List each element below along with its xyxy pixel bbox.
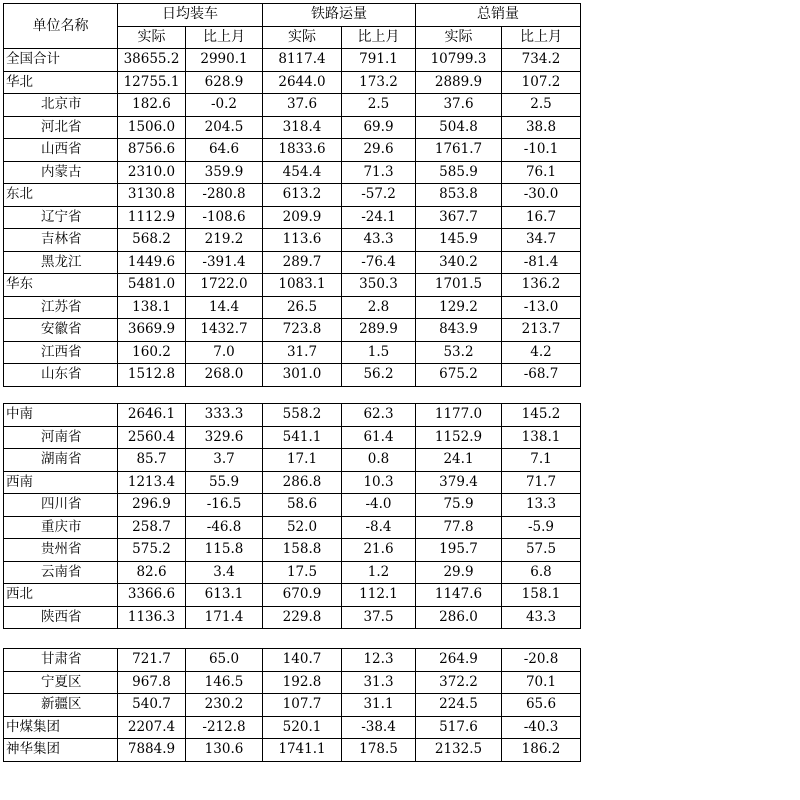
actual-value-cell: 670.9 — [263, 584, 342, 607]
actual-value-cell: 585.9 — [416, 161, 502, 184]
unit-name-cell: 江西省 — [4, 341, 118, 364]
unit-name-cell: 东北 — [4, 184, 118, 207]
actual-value-cell: 264.9 — [416, 649, 502, 672]
subheader-vs-last-month: 比上月 — [502, 26, 581, 49]
actual-value-cell: 372.2 — [416, 671, 502, 694]
actual-value-cell: 31.7 — [263, 341, 342, 364]
rail-volume-header: 铁路运量 — [263, 4, 416, 27]
total-sales-header: 总销量 — [416, 4, 581, 27]
vs-last-month-cell: 55.9 — [186, 471, 263, 494]
coal-stats-table-part-1 — [3, 3, 581, 387]
coal-stats-table-part-3 — [3, 648, 581, 762]
vs-last-month-cell: 115.8 — [186, 539, 263, 562]
vs-last-month-cell: 138.1 — [502, 426, 581, 449]
actual-value-cell: 540.7 — [118, 694, 186, 717]
vs-last-month-cell: 70.1 — [502, 671, 581, 694]
actual-value-cell: 504.8 — [416, 116, 502, 139]
actual-value-cell: 1833.6 — [263, 139, 342, 162]
actual-value-cell: 1147.6 — [416, 584, 502, 607]
vs-last-month-cell: 3.7 — [186, 449, 263, 472]
vs-last-month-cell: 31.3 — [342, 671, 416, 694]
subheader-actual: 实际 — [263, 26, 342, 49]
vs-last-month-cell: -81.4 — [502, 251, 581, 274]
actual-value-cell: 17.5 — [263, 561, 342, 584]
actual-value-cell: 58.6 — [263, 494, 342, 517]
actual-value-cell: 8756.6 — [118, 139, 186, 162]
actual-value-cell: 85.7 — [118, 449, 186, 472]
vs-last-month-cell: -40.3 — [502, 716, 581, 739]
actual-value-cell: 2310.0 — [118, 161, 186, 184]
table-row — [4, 561, 581, 584]
table-row — [4, 274, 581, 297]
actual-value-cell: 1136.3 — [118, 606, 186, 629]
vs-last-month-cell: -280.8 — [186, 184, 263, 207]
table-row — [4, 94, 581, 117]
vs-last-month-cell: 43.3 — [502, 606, 581, 629]
vs-last-month-cell: -10.1 — [502, 139, 581, 162]
actual-value-cell: 5481.0 — [118, 274, 186, 297]
vs-last-month-cell: 43.3 — [342, 229, 416, 252]
actual-value-cell: 721.7 — [118, 649, 186, 672]
vs-last-month-cell: 62.3 — [342, 404, 416, 427]
vs-last-month-cell: 112.1 — [342, 584, 416, 607]
vs-last-month-cell: -5.9 — [502, 516, 581, 539]
vs-last-month-cell: 173.2 — [342, 71, 416, 94]
vs-last-month-cell: 31.1 — [342, 694, 416, 717]
actual-value-cell: 229.8 — [263, 606, 342, 629]
vs-last-month-cell: 268.0 — [186, 364, 263, 387]
unit-name-cell: 华东 — [4, 274, 118, 297]
actual-value-cell: 145.9 — [416, 229, 502, 252]
unit-name-cell: 华北 — [4, 71, 118, 94]
actual-value-cell: 2207.4 — [118, 716, 186, 739]
table-row — [4, 716, 581, 739]
vs-last-month-cell: 1.2 — [342, 561, 416, 584]
actual-value-cell: 1761.7 — [416, 139, 502, 162]
actual-value-cell: 289.7 — [263, 251, 342, 274]
actual-value-cell: 195.7 — [416, 539, 502, 562]
subheader-vs-last-month: 比上月 — [186, 26, 263, 49]
actual-value-cell: 2644.0 — [263, 71, 342, 94]
actual-value-cell: 53.2 — [416, 341, 502, 364]
vs-last-month-cell: 3.4 — [186, 561, 263, 584]
actual-value-cell: 82.6 — [118, 561, 186, 584]
vs-last-month-cell: 12.3 — [342, 649, 416, 672]
actual-value-cell: 675.2 — [416, 364, 502, 387]
table-row — [4, 516, 581, 539]
actual-value-cell: 17.1 — [263, 449, 342, 472]
table-row — [4, 606, 581, 629]
table-row — [4, 364, 581, 387]
vs-last-month-cell: 107.2 — [502, 71, 581, 94]
actual-value-cell: 38655.2 — [118, 49, 186, 72]
unit-name-cell: 宁夏区 — [4, 671, 118, 694]
unit-name-cell: 内蒙古 — [4, 161, 118, 184]
vs-last-month-cell: 71.7 — [502, 471, 581, 494]
actual-value-cell: 8117.4 — [263, 49, 342, 72]
vs-last-month-cell: 1.5 — [342, 341, 416, 364]
vs-last-month-cell: 71.3 — [342, 161, 416, 184]
vs-last-month-cell: -57.2 — [342, 184, 416, 207]
table-row — [4, 584, 581, 607]
table-row — [4, 671, 581, 694]
vs-last-month-cell: 213.7 — [502, 319, 581, 342]
table-row — [4, 116, 581, 139]
actual-value-cell: 2132.5 — [416, 739, 502, 762]
unit-name-cell: 山西省 — [4, 139, 118, 162]
actual-value-cell: 296.9 — [118, 494, 186, 517]
actual-value-cell: 182.6 — [118, 94, 186, 117]
actual-value-cell: 29.9 — [416, 561, 502, 584]
vs-last-month-cell: 38.8 — [502, 116, 581, 139]
table-row — [4, 449, 581, 472]
vs-last-month-cell: 613.1 — [186, 584, 263, 607]
header-row-groups — [4, 4, 581, 27]
coal-stats-table-part-2 — [3, 403, 581, 629]
actual-value-cell: 520.1 — [263, 716, 342, 739]
unit-name-cell: 江苏省 — [4, 296, 118, 319]
unit-name-cell: 甘肃省 — [4, 649, 118, 672]
vs-last-month-cell: 333.3 — [186, 404, 263, 427]
actual-value-cell: 613.2 — [263, 184, 342, 207]
vs-last-month-cell: 7.1 — [502, 449, 581, 472]
actual-value-cell: 209.9 — [263, 206, 342, 229]
vs-last-month-cell: -212.8 — [186, 716, 263, 739]
unit-name-cell: 黑龙江 — [4, 251, 118, 274]
unit-name-cell: 神华集团 — [4, 739, 118, 762]
actual-value-cell: 140.7 — [263, 649, 342, 672]
vs-last-month-cell: 2.8 — [342, 296, 416, 319]
table-row — [4, 49, 581, 72]
actual-value-cell: 107.7 — [263, 694, 342, 717]
unit-name-cell: 河南省 — [4, 426, 118, 449]
vs-last-month-cell: 37.5 — [342, 606, 416, 629]
unit-name-cell: 新疆区 — [4, 694, 118, 717]
vs-last-month-cell: 10.3 — [342, 471, 416, 494]
table-row — [4, 184, 581, 207]
subheader-actual: 实际 — [416, 26, 502, 49]
vs-last-month-cell: 219.2 — [186, 229, 263, 252]
vs-last-month-cell: 64.6 — [186, 139, 263, 162]
vs-last-month-cell: 65.6 — [502, 694, 581, 717]
actual-value-cell: 75.9 — [416, 494, 502, 517]
actual-value-cell: 575.2 — [118, 539, 186, 562]
actual-value-cell: 1213.4 — [118, 471, 186, 494]
actual-value-cell: 2560.4 — [118, 426, 186, 449]
actual-value-cell: 113.6 — [263, 229, 342, 252]
vs-last-month-cell: -68.7 — [502, 364, 581, 387]
actual-value-cell: 3669.9 — [118, 319, 186, 342]
actual-value-cell: 1701.5 — [416, 274, 502, 297]
vs-last-month-cell: -0.2 — [186, 94, 263, 117]
vs-last-month-cell: 6.8 — [502, 561, 581, 584]
table-row — [4, 161, 581, 184]
vs-last-month-cell: 13.3 — [502, 494, 581, 517]
actual-value-cell: 454.4 — [263, 161, 342, 184]
vs-last-month-cell: 145.2 — [502, 404, 581, 427]
actual-value-cell: 318.4 — [263, 116, 342, 139]
actual-value-cell: 1512.8 — [118, 364, 186, 387]
actual-value-cell: 7884.9 — [118, 739, 186, 762]
vs-last-month-cell: -76.4 — [342, 251, 416, 274]
vs-last-month-cell: 57.5 — [502, 539, 581, 562]
vs-last-month-cell: 21.6 — [342, 539, 416, 562]
vs-last-month-cell: 146.5 — [186, 671, 263, 694]
vs-last-month-cell: 56.2 — [342, 364, 416, 387]
actual-value-cell: 843.9 — [416, 319, 502, 342]
vs-last-month-cell: 2.5 — [502, 94, 581, 117]
unit-name-cell: 湖南省 — [4, 449, 118, 472]
vs-last-month-cell: -30.0 — [502, 184, 581, 207]
actual-value-cell: 2889.9 — [416, 71, 502, 94]
vs-last-month-cell: -13.0 — [502, 296, 581, 319]
actual-value-cell: 26.5 — [263, 296, 342, 319]
vs-last-month-cell: 34.7 — [502, 229, 581, 252]
table-row — [4, 206, 581, 229]
daily-loading-header: 日均装车 — [118, 4, 263, 27]
actual-value-cell: 853.8 — [416, 184, 502, 207]
actual-value-cell: 1112.9 — [118, 206, 186, 229]
unit-name-cell: 吉林省 — [4, 229, 118, 252]
vs-last-month-cell: 130.6 — [186, 739, 263, 762]
vs-last-month-cell: 69.9 — [342, 116, 416, 139]
table-row — [4, 71, 581, 94]
subheader-actual: 实际 — [118, 26, 186, 49]
actual-value-cell: 1177.0 — [416, 404, 502, 427]
vs-last-month-cell: 158.1 — [502, 584, 581, 607]
table-row — [4, 139, 581, 162]
actual-value-cell: 160.2 — [118, 341, 186, 364]
vs-last-month-cell: 329.6 — [186, 426, 263, 449]
vs-last-month-cell: 16.7 — [502, 206, 581, 229]
actual-value-cell: 224.5 — [416, 694, 502, 717]
actual-value-cell: 3366.6 — [118, 584, 186, 607]
table-row — [4, 319, 581, 342]
actual-value-cell: 286.8 — [263, 471, 342, 494]
actual-value-cell: 379.4 — [416, 471, 502, 494]
actual-value-cell: 967.8 — [118, 671, 186, 694]
vs-last-month-cell: 628.9 — [186, 71, 263, 94]
vs-last-month-cell: -20.8 — [502, 649, 581, 672]
actual-value-cell: 138.1 — [118, 296, 186, 319]
vs-last-month-cell: 204.5 — [186, 116, 263, 139]
table-row — [4, 649, 581, 672]
vs-last-month-cell: 61.4 — [342, 426, 416, 449]
table-row — [4, 471, 581, 494]
table-row — [4, 296, 581, 319]
actual-value-cell: 541.1 — [263, 426, 342, 449]
vs-last-month-cell: 359.9 — [186, 161, 263, 184]
vs-last-month-cell: 65.0 — [186, 649, 263, 672]
subheader-vs-last-month: 比上月 — [342, 26, 416, 49]
actual-value-cell: 301.0 — [263, 364, 342, 387]
actual-value-cell: 37.6 — [263, 94, 342, 117]
actual-value-cell: 340.2 — [416, 251, 502, 274]
vs-last-month-cell: -16.5 — [186, 494, 263, 517]
table-row — [4, 341, 581, 364]
vs-last-month-cell: 1722.0 — [186, 274, 263, 297]
vs-last-month-cell: 2990.1 — [186, 49, 263, 72]
unit-name-cell: 重庆市 — [4, 516, 118, 539]
actual-value-cell: 258.7 — [118, 516, 186, 539]
vs-last-month-cell: -38.4 — [342, 716, 416, 739]
vs-last-month-cell: 1432.7 — [186, 319, 263, 342]
actual-value-cell: 37.6 — [416, 94, 502, 117]
actual-value-cell: 1152.9 — [416, 426, 502, 449]
vs-last-month-cell: -46.8 — [186, 516, 263, 539]
vs-last-month-cell: 7.0 — [186, 341, 263, 364]
unit-name-cell: 西北 — [4, 584, 118, 607]
vs-last-month-cell: 2.5 — [342, 94, 416, 117]
vs-last-month-cell: 136.2 — [502, 274, 581, 297]
actual-value-cell: 77.8 — [416, 516, 502, 539]
actual-value-cell: 24.1 — [416, 449, 502, 472]
table-row — [4, 739, 581, 762]
actual-value-cell: 367.7 — [416, 206, 502, 229]
vs-last-month-cell: 171.4 — [186, 606, 263, 629]
table-row — [4, 251, 581, 274]
vs-last-month-cell: 230.2 — [186, 694, 263, 717]
vs-last-month-cell: 29.6 — [342, 139, 416, 162]
table-row — [4, 539, 581, 562]
actual-value-cell: 286.0 — [416, 606, 502, 629]
actual-value-cell: 1741.1 — [263, 739, 342, 762]
vs-last-month-cell: -24.1 — [342, 206, 416, 229]
actual-value-cell: 10799.3 — [416, 49, 502, 72]
actual-value-cell: 158.8 — [263, 539, 342, 562]
actual-value-cell: 517.6 — [416, 716, 502, 739]
table-row — [4, 229, 581, 252]
unit-name-cell: 贵州省 — [4, 539, 118, 562]
actual-value-cell: 3130.8 — [118, 184, 186, 207]
unit-name-cell: 西南 — [4, 471, 118, 494]
unit-name-cell: 安徽省 — [4, 319, 118, 342]
actual-value-cell: 12755.1 — [118, 71, 186, 94]
vs-last-month-cell: -108.6 — [186, 206, 263, 229]
unit-name-cell: 辽宁省 — [4, 206, 118, 229]
vs-last-month-cell: -4.0 — [342, 494, 416, 517]
vs-last-month-cell: 0.8 — [342, 449, 416, 472]
unit-name-cell: 北京市 — [4, 94, 118, 117]
unit-name-cell: 中南 — [4, 404, 118, 427]
unit-name-cell: 云南省 — [4, 561, 118, 584]
vs-last-month-cell: 734.2 — [502, 49, 581, 72]
table-row — [4, 494, 581, 517]
vs-last-month-cell: -391.4 — [186, 251, 263, 274]
vs-last-month-cell: 350.3 — [342, 274, 416, 297]
unit-name-cell: 陕西省 — [4, 606, 118, 629]
vs-last-month-cell: 4.2 — [502, 341, 581, 364]
table-row — [4, 694, 581, 717]
actual-value-cell: 192.8 — [263, 671, 342, 694]
vs-last-month-cell: 76.1 — [502, 161, 581, 184]
actual-value-cell: 568.2 — [118, 229, 186, 252]
unit-name-cell: 中煤集团 — [4, 716, 118, 739]
vs-last-month-cell: 186.2 — [502, 739, 581, 762]
unit-name-cell: 山东省 — [4, 364, 118, 387]
table-row — [4, 404, 581, 427]
vs-last-month-cell: -8.4 — [342, 516, 416, 539]
vs-last-month-cell: 289.9 — [342, 319, 416, 342]
vs-last-month-cell: 14.4 — [186, 296, 263, 319]
unit-name-cell: 全国合计 — [4, 49, 118, 72]
unit-name-cell: 河北省 — [4, 116, 118, 139]
actual-value-cell: 558.2 — [263, 404, 342, 427]
vs-last-month-cell: 178.5 — [342, 739, 416, 762]
vs-last-month-cell: 791.1 — [342, 49, 416, 72]
actual-value-cell: 1083.1 — [263, 274, 342, 297]
unit-name-cell: 四川省 — [4, 494, 118, 517]
actual-value-cell: 52.0 — [263, 516, 342, 539]
actual-value-cell: 723.8 — [263, 319, 342, 342]
actual-value-cell: 129.2 — [416, 296, 502, 319]
actual-value-cell: 1506.0 — [118, 116, 186, 139]
table-row — [4, 426, 581, 449]
actual-value-cell: 1449.6 — [118, 251, 186, 274]
unit-name-header: 单位名称 — [4, 4, 118, 49]
actual-value-cell: 2646.1 — [118, 404, 186, 427]
